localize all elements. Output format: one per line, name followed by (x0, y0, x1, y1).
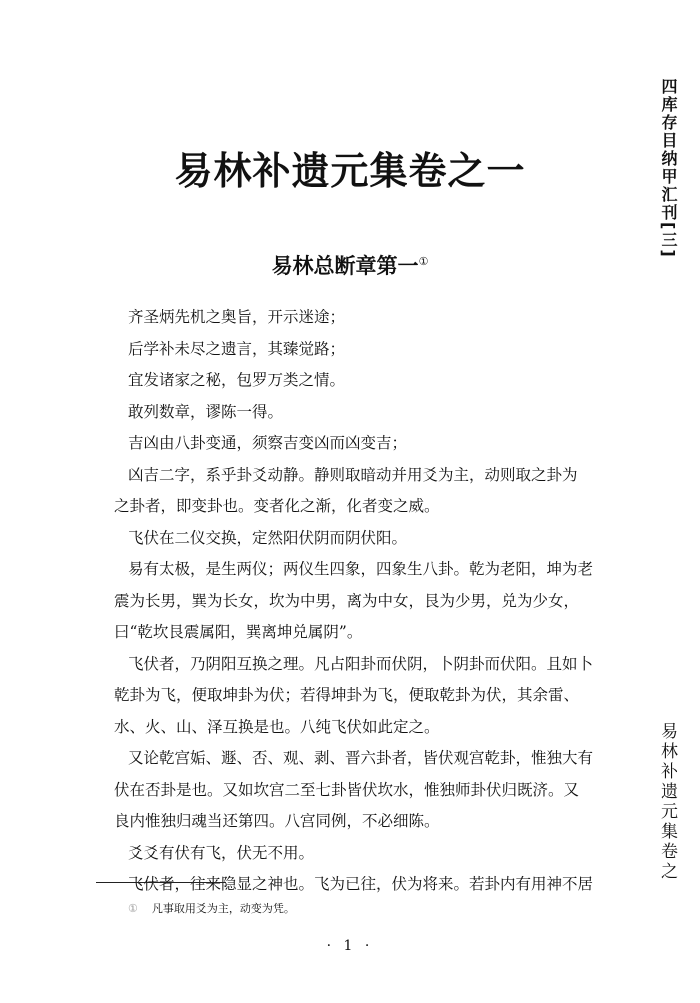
footnote-divider (96, 882, 226, 883)
section-title-text: 易林总断章第一 (271, 253, 419, 278)
series-title-vertical: 四库存目纳甲汇刊[三] (659, 78, 678, 259)
footnote (128, 900, 295, 916)
page-number: · 1 · (326, 938, 374, 954)
text-line-commentary: 飞伏者，乃阴阳互换之理。凡占阳卦而伏阴，卜阴卦而伏阳。且如卜 (128, 654, 594, 673)
section-title (0, 250, 700, 280)
text-line-verse: 宜发诸家之秘，包罗万类之情。 (128, 371, 346, 389)
text-line-commentary: 良内惟独归魂当还第四。八宫同例，不必细陈。 (114, 812, 440, 830)
text-line-verse: 飞伏在二仪交换，定然阳伏阴而阴伏阳。 (128, 528, 408, 547)
footnote-number: ① (128, 902, 138, 915)
text-line-verse: 齐圣炳先机之奥旨，开示迷途； (128, 308, 346, 326)
footnote-marker: ① (418, 255, 429, 268)
text-line-commentary: 之卦者，即变卦也。变者化之渐，化者变之威。 (114, 497, 440, 515)
text-line-verse: 敢列数章，谬陈一得。 (128, 402, 284, 421)
text-line-commentary: 伏在否卦是也。又如坎宫二至七卦皆伏坎水，惟独师卦伏归既济。又 (114, 780, 580, 799)
text-line-verse: 爻爻有伏有飞，伏无不用。 (128, 843, 315, 862)
text-line-commentary: 飞伏者，往来隐显之神也。飞为已往，伏为将来。若卦内有用神不居 (128, 875, 594, 893)
running-head-vertical: 易林补遗元集卷之 (657, 722, 677, 882)
text-line-verse: 后学补未尽之遗言，其臻觉路； (128, 339, 346, 358)
text-line-commentary: 易有太极，是生两仪；两仪生四象，四象生八卦。乾为老阳，坤为老 (128, 560, 594, 578)
text-line-commentary: 曰“乾坎艮震属阳，巽离坤兑属阴”。 (114, 623, 363, 641)
text-line-commentary: 又论乾宫姤、遯、否、观、剥、晋六卦者，皆伏观宫乾卦，惟独大有 (128, 749, 594, 767)
text-line-commentary: 乾卦为飞，便取坤卦为伏；若得坤卦为飞，便取乾卦为伏，其余雷、 (114, 686, 580, 704)
text-line-commentary: 水、火、山、泽互换是也。八纯飞伏如此定之。 (114, 717, 440, 736)
footnote-text: 凡事取用爻为主，动变为凭。 (151, 902, 295, 915)
text-line-commentary: 凶吉二字，系乎卦爻动静。静则取暗动并用爻为主，动则取之卦为 (128, 465, 578, 484)
text-line-commentary: 震为长男，巽为长女，坎为中男，离为中女，艮为少男，兑为少女， (114, 591, 580, 610)
page-title: 易林补遗元集卷之一 (174, 148, 526, 193)
text-line-verse: 吉凶由八卦变通，须察吉变凶而凶变吉； (128, 434, 408, 452)
main-text (114, 302, 624, 901)
